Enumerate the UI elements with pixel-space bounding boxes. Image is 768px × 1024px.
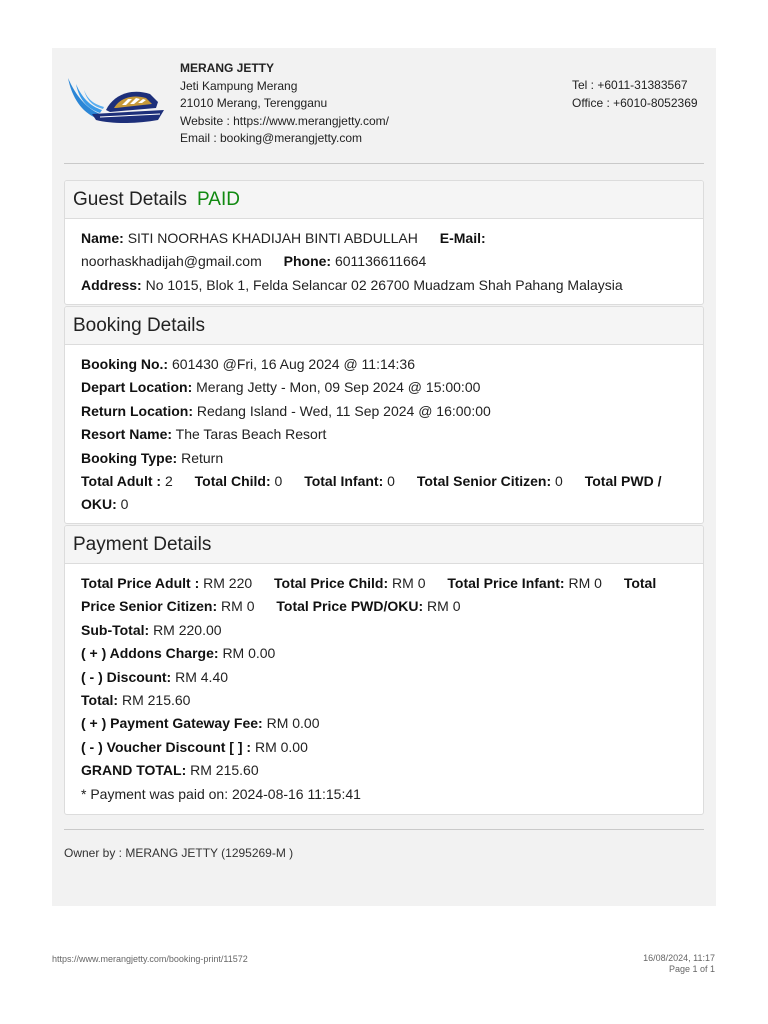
guest-email-value: noorhaskhadijah@gmail.com xyxy=(81,253,262,270)
return-location-row xyxy=(81,400,687,423)
grand-total-row xyxy=(81,759,687,782)
subtotal-value: RM 220.00 xyxy=(153,621,222,638)
passenger-totals-row xyxy=(81,470,687,517)
price-breakdown-row xyxy=(81,572,687,619)
resort-name-row xyxy=(81,423,687,446)
owner-text: Owner by : MERANG JETTY (1295269-M ) xyxy=(64,846,294,860)
receipt-sheet xyxy=(52,48,716,906)
grand-total-label: GRAND TOTAL: xyxy=(81,762,187,779)
total-value: RM 215.60 xyxy=(121,692,191,709)
booking-type-value: Return xyxy=(181,449,224,466)
company-address-line2: 21010 Merang, Terengganu xyxy=(180,96,328,110)
print-meta xyxy=(643,953,715,975)
resort-name-label: Resort Name: xyxy=(81,426,173,443)
company-address-line1: Jeti Kampung Merang xyxy=(180,78,298,93)
discount-row xyxy=(81,666,687,689)
payment-details-body xyxy=(65,564,703,812)
booking-no-label: Booking No.: xyxy=(81,356,169,372)
booking-details-title: Booking Details xyxy=(73,315,206,336)
total-adult-value: 2 xyxy=(164,473,173,490)
booking-type-label: Booking Type: xyxy=(81,449,178,466)
booking-no-value: 601430 @Fri, 16 Aug 2024 @ 11:14:36 xyxy=(172,356,416,372)
addons-row xyxy=(81,642,687,665)
print-url: https://www.merangjetty.com/booking-print/11572 xyxy=(52,954,248,964)
company-website[interactable]: Website : https://www.merangjetty.com/ xyxy=(180,113,389,128)
guest-phone-value: 601136611664 xyxy=(334,253,427,270)
total-infant-label: Total Infant: xyxy=(304,473,384,490)
merang-jetty-logo xyxy=(66,70,168,126)
company-info xyxy=(180,60,389,148)
company-name: MERANG JETTY xyxy=(180,61,275,75)
price-adult-value: RM 220 xyxy=(203,575,253,591)
depart-location-label: Depart Location: xyxy=(81,379,193,396)
voucher-discount-value: RM 0.00 xyxy=(254,738,308,755)
voucher-discount-row xyxy=(81,736,687,759)
price-child-value: RM 0 xyxy=(392,575,426,591)
total-label: Total: xyxy=(81,692,119,709)
total-senior-label: Total Senior Citizen: xyxy=(416,473,552,490)
price-senior-label: Total Price Senior Citizen: xyxy=(81,575,657,615)
guest-name-label: Name: xyxy=(81,230,124,246)
company-contact xyxy=(572,77,712,112)
discount-value: RM 4.40 xyxy=(175,668,229,685)
addons-value: RM 0.00 xyxy=(222,645,276,662)
booking-type-row xyxy=(81,447,687,470)
price-infant-label: Total Price Infant: xyxy=(447,575,565,591)
total-infant-value: 0 xyxy=(387,473,395,490)
receipt-header xyxy=(52,48,716,164)
price-senior-value: RM 0 xyxy=(221,598,255,615)
company-email[interactable]: Email : booking@merangjetty.com xyxy=(180,131,363,145)
subtotal-row xyxy=(81,619,687,642)
footer-divider xyxy=(64,829,704,830)
guest-email-phone-row xyxy=(81,250,687,273)
paid-status-badge: PAID xyxy=(197,189,240,210)
company-office: Office : +6010-8052369 xyxy=(572,95,698,110)
guest-email-label: E-Mail: xyxy=(439,230,486,246)
gateway-fee-row xyxy=(81,712,687,735)
depart-location-value: Merang Jetty - Mon, 09 Sep 2024 @ 15:00:00 xyxy=(196,379,481,396)
voucher-discount-label: ( - ) Voucher Discount [ ] : xyxy=(81,738,252,755)
guest-details-heading xyxy=(65,181,703,219)
resort-name-value: The Taras Beach Resort xyxy=(175,426,327,443)
return-location-value: Redang Island - Wed, 11 Sep 2024 @ 16:00:00 xyxy=(196,402,491,419)
booking-details-panel xyxy=(64,306,704,524)
guest-details-panel xyxy=(64,180,704,305)
page-number: Page 1 of 1 xyxy=(668,964,715,974)
return-location-label: Return Location: xyxy=(81,402,193,419)
payment-paid-on: * Payment was paid on: 2024-08-16 11:15:41 xyxy=(81,785,361,802)
payment-details-panel xyxy=(64,525,704,815)
price-pwd-value: RM 0 xyxy=(427,598,461,615)
total-adult-label: Total Adult : xyxy=(81,473,162,490)
price-pwd-label: Total Price PWD/OKU: xyxy=(276,598,424,615)
depart-location-row xyxy=(81,376,687,399)
booking-no-row xyxy=(81,353,687,376)
total-child-label: Total Child: xyxy=(194,473,271,490)
addons-label: ( + ) Addons Charge: xyxy=(81,645,219,662)
subtotal-label: Sub-Total: xyxy=(81,621,150,638)
grand-total-value: RM 215.60 xyxy=(190,762,259,779)
price-child-label: Total Price Child: xyxy=(274,575,389,591)
discount-label: ( - ) Discount: xyxy=(81,668,172,685)
total-row xyxy=(81,689,687,712)
total-pwd-label: Total PWD / OKU: xyxy=(81,473,662,513)
total-pwd-value: 0 xyxy=(120,496,129,513)
header-divider xyxy=(64,163,704,164)
guest-name-row xyxy=(81,227,687,250)
print-datetime: 16/08/2024, 11:17 xyxy=(643,953,715,963)
guest-name-value: SITI NOORHAS KHADIJAH BINTI ABDULLAH xyxy=(127,230,418,246)
price-adult-label: Total Price Adult : xyxy=(81,575,200,591)
total-senior-value: 0 xyxy=(555,473,563,490)
guest-address-row xyxy=(81,274,687,297)
payment-details-title: Payment Details xyxy=(73,534,212,555)
company-tel: Tel : +6011-31383567 xyxy=(572,78,688,92)
booking-details-heading xyxy=(65,307,703,345)
gateway-fee-label: ( + ) Payment Gateway Fee: xyxy=(81,715,263,732)
guest-phone-label: Phone: xyxy=(283,253,332,270)
guest-address-label: Address: xyxy=(81,276,142,293)
payment-details-heading xyxy=(65,526,703,564)
guest-details-title: Guest Details xyxy=(73,189,188,210)
price-infant-value: RM 0 xyxy=(568,575,602,591)
guest-details-body xyxy=(65,219,703,303)
gateway-fee-value: RM 0.00 xyxy=(266,715,320,732)
total-child-value: 0 xyxy=(274,473,283,490)
guest-address-value: No 1015, Blok 1, Felda Selancar 02 26700 Muadzam Shah Pahang Malaysia xyxy=(145,276,623,293)
booking-details-body xyxy=(65,345,703,523)
